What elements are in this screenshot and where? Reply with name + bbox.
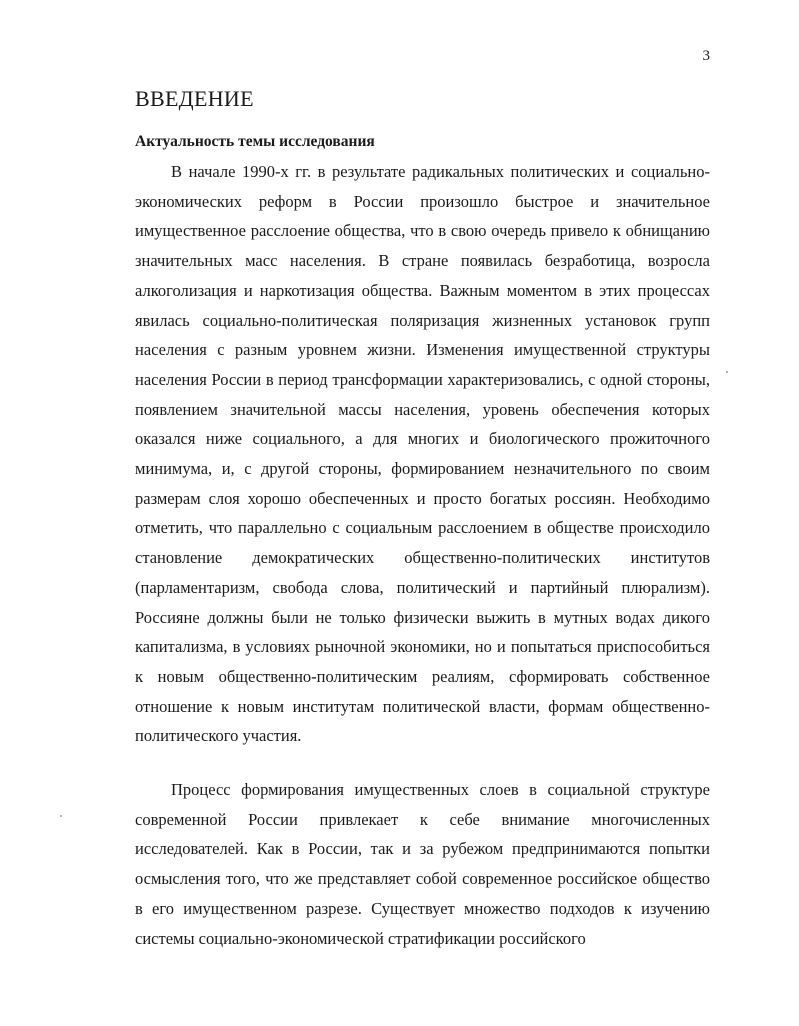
- page-number: 3: [702, 48, 710, 64]
- paragraph-1: В начале 1990-х гг. в результате радикальных политических и социально-экономических реформ в России произошло быстрое и значительное имущественное расслоение общества, что в свою очередь привело к обнищанию значительных масс населения. В стране появилась безработица, возросла алкоголизация и наркотизация общества. Важным моментом в этих процессах явилась социально-политическая поляризация жизненных установок групп населения с разным уровнем жизни. Изменения имущественной структуры населения России в период трансформации характеризовались, с одной стороны, появлением значительной массы населения, уровень обеспечения которых оказался ниже социального, а для многих и биологического прожиточного минимума, и, с другой стороны, формированием незначительного по своим размерам слоя хорошо обеспеченных и просто богатых россиян. Необходимо отметить, что параллельно с социальным расслоением в обществе происходило становление демократических общественно-политических институтов (парламентаризм, свобода слова, политический и партийный плюрализм). Россияне должны были не только физически выжить в мутных водах дикого капитализма, в условиях рыночной экономики, но и попытаться приспособиться к новым общественно-политическим реалиям, сформировать собственное отношение к новым институтам политической власти, формам общественно-политического участия.: [135, 162, 710, 746]
- scan-speck: [60, 815, 62, 817]
- section-subheading: Актуальность темы исследования: [135, 133, 375, 150]
- scan-speck: [726, 371, 728, 373]
- paragraph-2: Процесс формирования имущественных слоев в социальной структуре современной России привлекает к себе внимание многочисленных исследователей. Как в России, так и за рубежом предпринимаются попытки осмысления того, что же представляет собой современное российское общество в его имущественном разрезе. Существует множество подходов к изучению системы социально-экономической стратификации российского: [135, 780, 710, 948]
- section-heading: ВВЕДЕНИЕ: [135, 86, 254, 111]
